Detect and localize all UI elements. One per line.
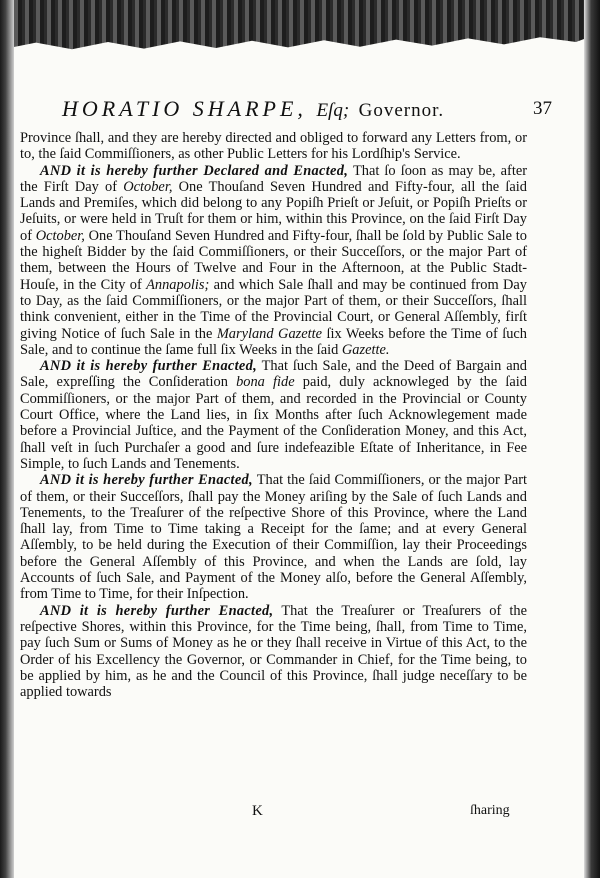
text-run: One Thouſand Seven Hundred and Fifty-four, ſhall be ſold by Public Sale to the higheſt Bidder by the ſaid Commiſſioners, or their Succeſſors, or the major Part of them, between the Hours of Twelve and Four in the Afternoon, at the Public Stadt-Houſe, in the City of (20, 227, 527, 293)
italic-run: Annapolis; (146, 276, 210, 293)
enacting-clause: AND it is hereby further Enacted, (40, 358, 258, 375)
paragraph-treasurer-payments (20, 603, 527, 701)
italic-run: October, (35, 227, 85, 244)
enacting-clause: AND it is hereby further Declared and Enacted, (40, 162, 349, 179)
paragraph-continued: Province ſhall, and they are hereby directed and obliged to forward any Letters from, or to, the ſaid Commiſſioners, as other Public Letters for his Lordſhip's Service. (20, 130, 527, 163)
page-right-edge (584, 0, 600, 878)
page-top-edge (0, 0, 600, 60)
running-head-governor: Governor. (358, 100, 445, 121)
text-run: That ſuch Sale, and the Deed of Bargain and Sale, expreſſing the Conſideration (20, 358, 528, 391)
text-run: That ſo ſoon as may be, after the Firſt Day of (20, 162, 528, 195)
paragraph-payment-to-treasurer (20, 472, 527, 602)
italic-run: Gazette. (341, 341, 390, 358)
act-text (20, 130, 527, 700)
paragraph-deed-of-sale (20, 358, 527, 472)
page-left-edge (0, 0, 14, 878)
running-head-title (62, 96, 444, 122)
italic-run: bona fide (236, 374, 295, 391)
catchword: ſharing (470, 803, 510, 818)
text-run: That the Treaſurer or Treaſurers of the reſpective Shores, within this Province, for the Time being, ſhall, from Time to Time, pay ſuch Sum or Sums of Money as he or they ſhall receive in Virtue of this Act, to the Order of his Excellency the Governor, or Commander in Chief, for the Time being, to be applied by him, as he and the Council of this Province, ſhall judge neceſſary to be applied towards (20, 602, 528, 701)
italic-run: October, (123, 178, 173, 195)
text-run: That the ſaid Commiſſioners, or the major Part of them, or their Succeſſors, ſhall pay the Money ariſing by the Sale of ſuch Lands and Tenements, to the Treaſurer of the reſpective Shore of this Province, where the Land ſhall lay, from Time to Time taking a Receipt for the ſame; and at every General Aſſembly, to be held during the Execution of their Commiſſion, lay their Proceedings before the General Aſſembly of this Province, and when the Lands are ſold, lay Accounts of ſuch Sale, and Payment of the Money alſo, before the General Aſſembly, from Time to Time, for their Inſpection. (20, 472, 528, 603)
page-number: 37 (533, 98, 552, 119)
signature-mark: K (252, 803, 263, 819)
running-head-esq: Eſq; (316, 100, 350, 121)
italic-run: Maryland Gazette (216, 325, 323, 342)
running-head (62, 96, 552, 122)
paragraph-sale-of-lands (20, 163, 527, 359)
running-head-name: HORATIO SHARPE, (62, 96, 307, 121)
text-run: and which Sale ſhall and may be continued from Day to Day, as the ſaid Commiſſioners, or the major Part of them, or their Succeſſors, ſhall think convenient, either in the Time of the Provincial Court, or General Aſſembly, firſt giving Notice of ſuch Sale in the (20, 276, 528, 342)
text-run: paid, duly acknowleged by the ſaid Commiſſioners, or the major Part of them, and recorded in the Provincial or County Court Office, where the Land lies, in ſix Months after ſuch Acknowlegement made before a Provincial Juſtice, and the Payment of the Conſideration Money, and this Act, ſhall veſt in ſuch Purchaſer a good and ſure indefeazible Eſtate of Inheritance, in Fee Simple, to ſuch Lands and Tenements. (20, 374, 527, 472)
text-run: One Thouſand Seven Hundred and Fifty-four, all the ſaid Lands and Premiſes, which did belong to any Popiſh Prieſt or Jeſuit, or Popiſh Prieſts or Jeſuits, or were held in Truſt for them or him, within this Province, on the ſaid Firſt Day of (20, 178, 527, 244)
enacting-clause: AND it is hereby further Enacted, (40, 602, 274, 619)
text-run: ſix Weeks before the Time of ſuch Sale, and to continue the ſame full ſix Weeks in the ſaid (20, 325, 528, 358)
enacting-clause: AND it is hereby further Enacted, (40, 472, 253, 489)
